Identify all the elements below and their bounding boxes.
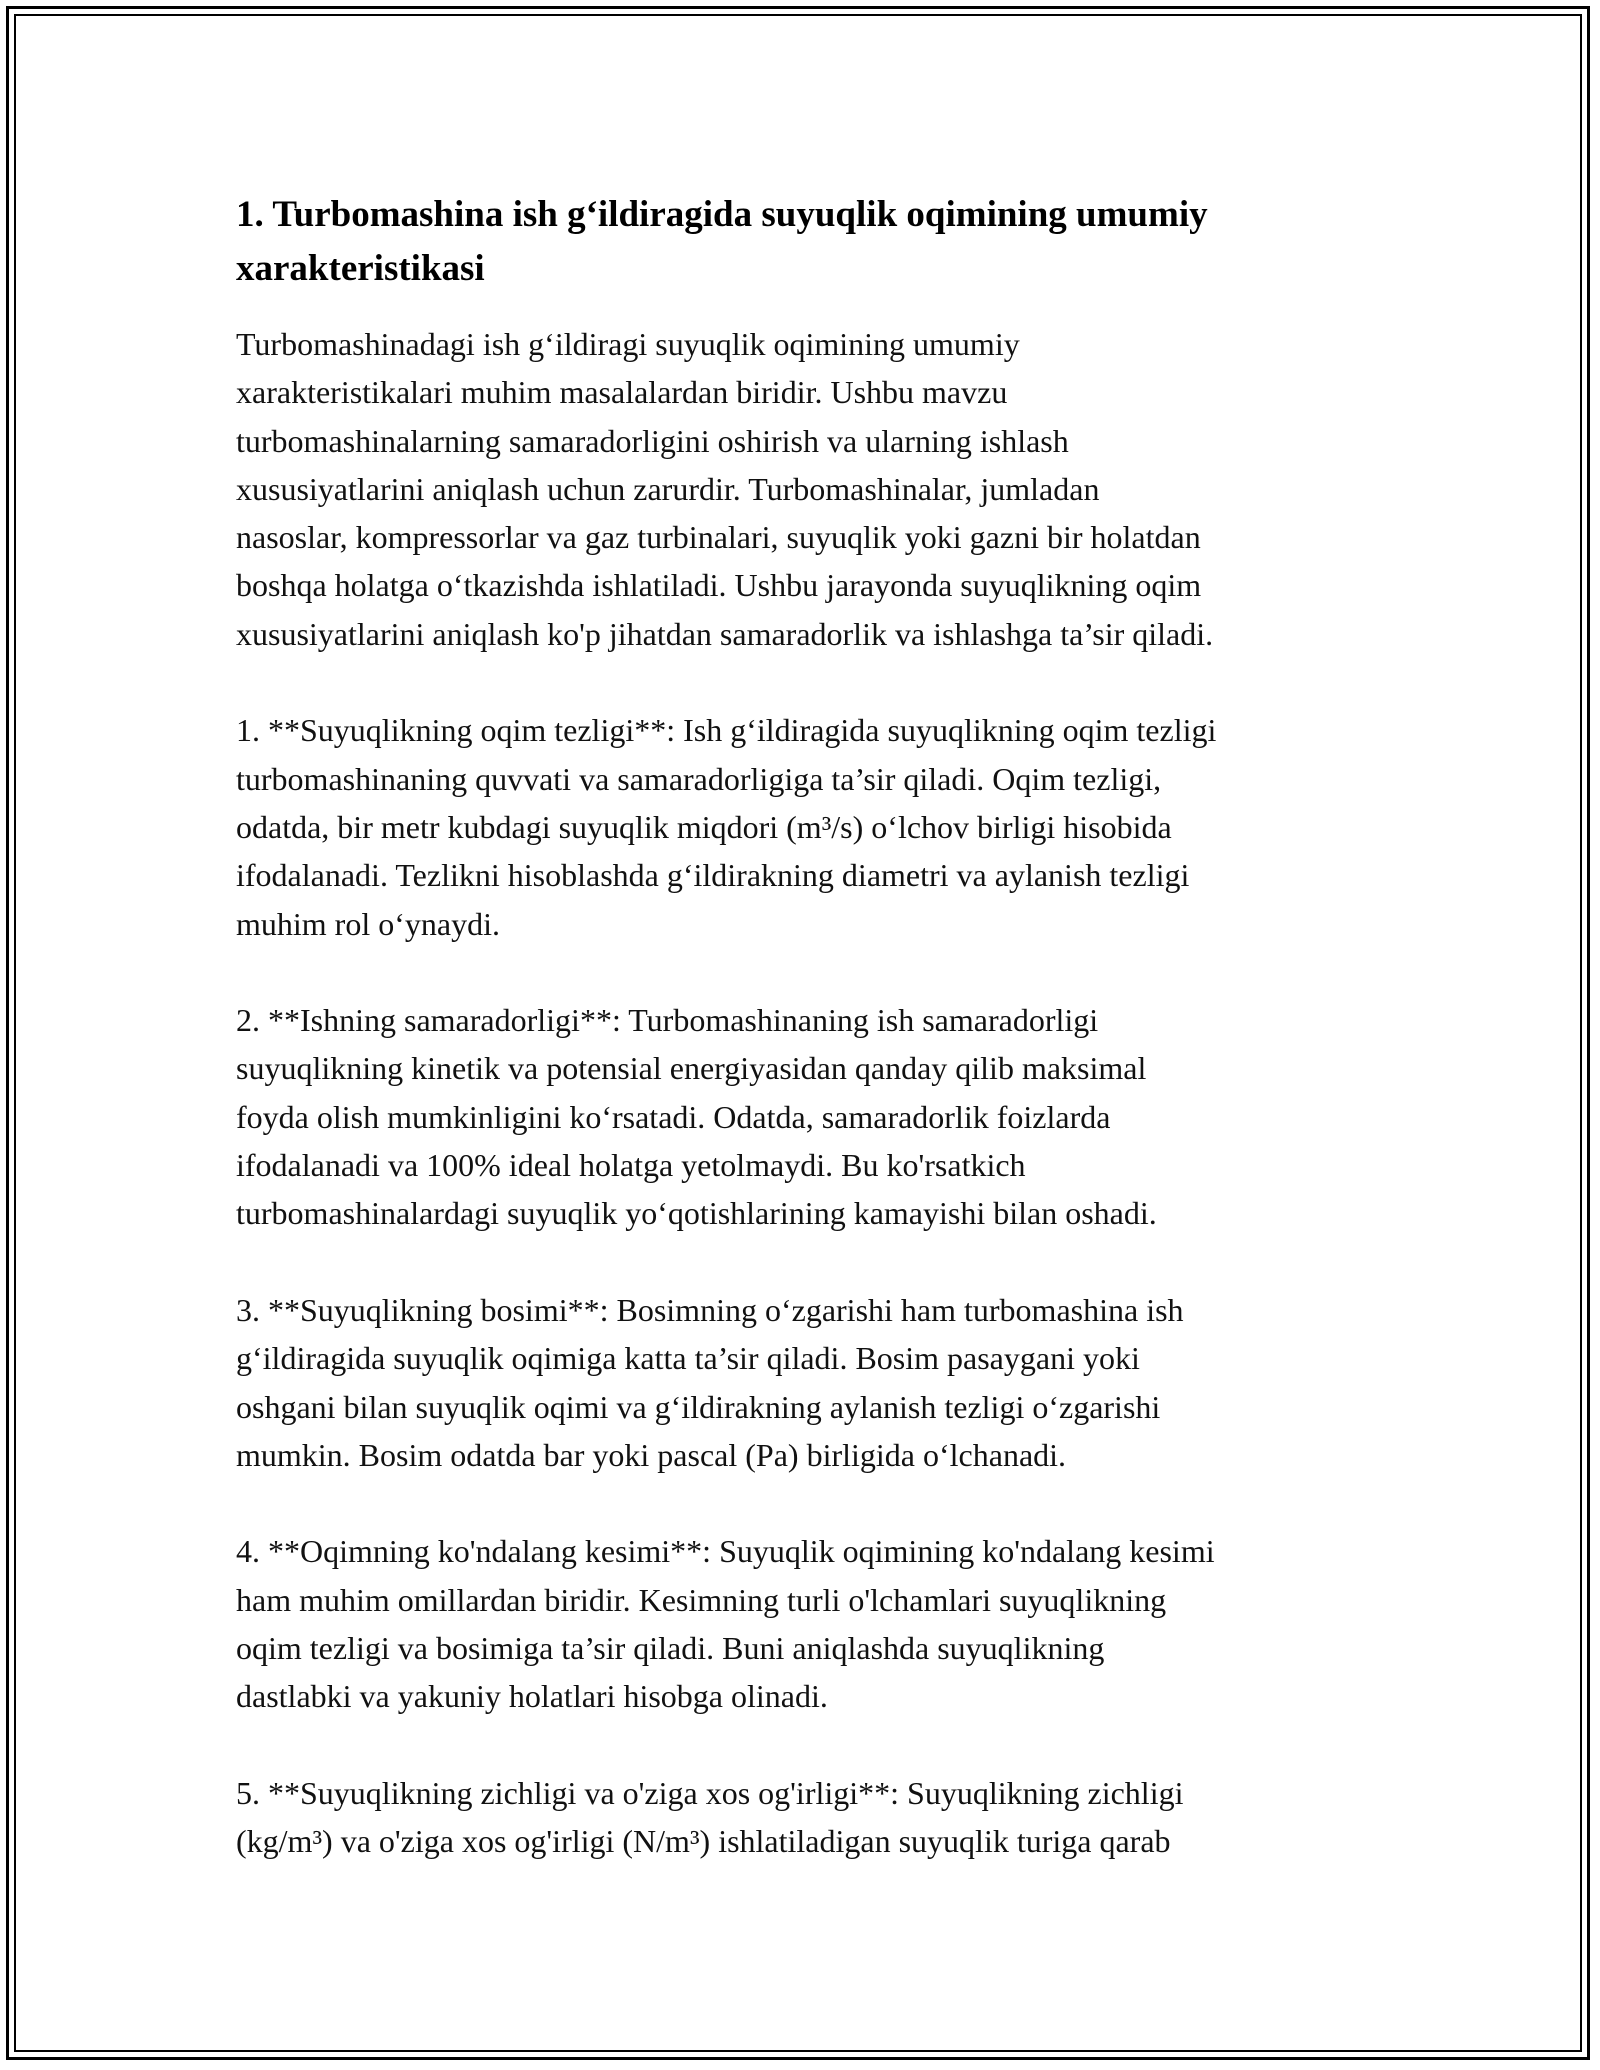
text-line: (kg/m³) va o'ziga xos og'irligi (N/m³) ishlatiladigan suyuqlik turiga qarab (236, 1823, 1171, 1860)
text-line: ifodalanadi. Tezlikni hisoblashda g‘ildirakning diametri va aylanish tezligi (236, 857, 1190, 894)
text-line: turbomashinaning quvvati va samaradorligiga ta’sir qiladi. Oqim tezligi, (236, 760, 1162, 797)
heading-line: xarakteristikasi (236, 248, 485, 289)
intro-paragraph (236, 320, 1376, 658)
text-line: nasoslar, kompressorlar va gaz turbinalari, suyuqlik yoki gazni bir holatdan (236, 519, 1201, 556)
document-body (236, 188, 1376, 1914)
text-line: dastlabki va yakuniy holatlari hisobga olinadi. (236, 1678, 828, 1715)
section-heading (236, 188, 1376, 296)
text-line: oqim tezligi va bosimiga ta’sir qiladi. Buni aniqlashda suyuqlikning (236, 1630, 1105, 1667)
text-line: g‘ildiragida suyuqlik oqimiga katta ta’sir qiladi. Bosim pasaygani yoki (236, 1340, 1140, 1377)
text-line: odatda, bir metr kubdagi suyuqlik miqdori (m³/s) o‘lchov birligi hisobida (236, 808, 1172, 845)
list-item-flow-velocity (236, 706, 1376, 947)
text-line: ham muhim omillardan biridir. Kesimning turli o'lchamlari suyuqlikning (236, 1581, 1167, 1618)
text-line: 3. **Suyuqlikning bosimi**: Bosimning o‘zgarishi ham turbomashina ish (236, 1291, 1184, 1328)
list-item-cross-section (236, 1527, 1376, 1720)
text-line: xususiyatlarini aniqlash ko'p jihatdan samaradorlik va ishlashga ta’sir qiladi. (236, 615, 1214, 652)
text-line: oshgani bilan suyuqlik oqimi va g‘ildirakning aylanish tezligi o‘zgarishi (236, 1388, 1161, 1425)
text-line: 5. **Suyuqlikning zichligi va o'ziga xos og'irligi**: Suyuqlikning zichligi (236, 1774, 1184, 1811)
heading-line: 1. Turbomashina ish g‘ildiragida suyuqlik oqimining umumiy (236, 194, 1208, 235)
text-line: muhim rol o‘ynaydi. (236, 905, 500, 942)
text-line: 1. **Suyuqlikning oqim tezligi**: Ish g‘ildiragida suyuqlikning oqim tezligi (236, 712, 1217, 749)
text-line: Turbomashinadagi ish g‘ildiragi suyuqlik oqimining umumiy (236, 326, 1020, 362)
text-line: xususiyatlarini aniqlash uchun zarurdir. Turbomashinalar, jumladan (236, 470, 1100, 507)
text-line: 2. **Ishning samaradorligi**: Turbomashinaning ish samaradorligi (236, 1002, 1099, 1039)
text-line: ifodalanadi va 100% ideal holatga yetolmaydi. Bu ko'rsatkich (236, 1147, 1026, 1184)
list-item-pressure (236, 1286, 1376, 1479)
text-line: turbomashinalarning samaradorligini oshirish va ularning ishlash (236, 422, 1069, 459)
list-item-density (236, 1769, 1376, 1866)
text-line: xarakteristikalari muhim masalalardan biridir. Ushbu mavzu (236, 374, 1008, 411)
text-line: foyda olish mumkinligini ko‘rsatadi. Odatda, samaradorlik foizlarda (236, 1098, 1111, 1135)
text-line: suyuqlikning kinetik va potensial energiyasidan qanday qilib maksimal (236, 1050, 1147, 1087)
text-line: turbomashinalardagi suyuqlik yo‘qotishlarining kamayishi bilan oshadi. (236, 1195, 1157, 1232)
list-item-efficiency (236, 996, 1376, 1237)
text-line: boshqa holatga o‘tkazishda ishlatiladi. Ushbu jarayonda suyuqlikning oqim (236, 567, 1202, 604)
text-line: mumkin. Bosim odatda bar yoki pascal (Pa) birligida o‘lchanadi. (236, 1436, 1067, 1473)
text-line: 4. **Oqimning ko'ndalang kesimi**: Suyuqlik oqimining ko'ndalang kesimi (236, 1533, 1215, 1570)
